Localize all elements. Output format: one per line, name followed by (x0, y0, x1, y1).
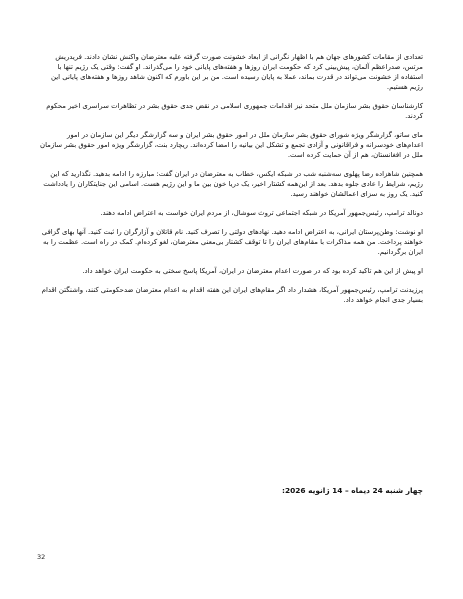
paragraph-washington-response: پرزیدنت ترامپ، رئیس‌جمهور آمریکا، هشدار داد اگر مقام‌های ایران این هفته اقدام به اعدام معترضان ضدحکومتی کنند، واشنگتن اقدام بسیار جدی انجام خواهد داد. (41, 286, 423, 304)
paragraph-trump-message: او نوشت: وطن‌پرستان ایرانی، به اعتراض ادامه دهید. نهادهای دولتی را تصرف کنید. نام قاتلان و آزارگران را ثبت کنید. آنها بهای گزافی خواهند پرداخت. من همه مذاکرات با مقام‌های ایران را تا توقف کشتار بی‌معنی معترضان، لغو کرده‌ام. کمک در راه است. عظمت را به ایران برگردانیم. (41, 228, 423, 256)
paragraph-world-reactions: تعدادی از مقامات کشورهای جهان هم با اظهار نگرانی از ابعاد خشونت صورت گرفته علیه معترضان واکنش نشان دادند. فریدریش مرتس، صدراعظم آلمان، پیش‌بینی کرد که حکومت ایران روزها و هفته‌های پایانی خود را می‌گذراند. او گفت: وقتی یک رژیم تنها با استفاده از خشونت می‌تواند در قدرت بماند، عملا به پایان رسیده است. من بر این باورم که اکنون شاهد روزها و هفته‌های پایانی این رژیم هستیم. (50, 53, 423, 91)
date-heading: چهار شنبه 24 دیماه – 14 ژانویه 2026: (282, 486, 423, 495)
page-number: 32 (37, 553, 46, 561)
paragraph-special-rapporteur: مای ساتو، گزارشگر ویژه شورای حقوق بشر سازمان ملل در امور حقوق بشر ایران و سه گزارشگر دیگر این سازمان در امور اعدام‌های خودسرانه و فراقانونی و آزادی تجمع و تشکل این بیانیه را امضا کرده‌اند. ریچارد بنت، گزارشگر ویژه امور حقوق بشر سازمان ملل در افغانستان، هم از آن حمایت کرده است. (40, 131, 423, 159)
paragraph-trump-warning: او پیش از این هم تاکید کرده بود که در صورت اعدام معترضان در ایران، آمریکا پاسخ سختی به حکومت ایران خواهد داد. (82, 267, 423, 275)
paragraph-un-experts: کارشناسان حقوق بشر سازمان ملل متحد نیز اقدامات جمهوری اسلامی در نقض جدی حقوق بشر در تظاهرات سراسری اخیر محکوم کردند. (46, 102, 423, 120)
paragraph-reza-pahlavi: همچنین شاهزاده رضا پهلوی سه‌شنبه شب در شبکه ایکس، خطاب به معترضان در ایران گفت: مبارزه را ادامه بدهید. نگذارید که این رژیم، شرایط را عادی جلوه بدهد. بعد از این‌همه کشتار اخیر، یک دریا خون بین ما و این رژیم هست. اسامی این جنایتکاران را یادداشت کنید. یک روز به سزای اعمالشان خواهند رسید. (43, 170, 423, 198)
article-body (38, 52, 423, 312)
paragraph-trump-truth-social: دونالد ترامپ، رئیس‌جمهور آمریکا در شبکه اجتماعی تروث سوشال، از مردم ایران خواست به اعتراض ادامه دهند. (100, 209, 423, 217)
